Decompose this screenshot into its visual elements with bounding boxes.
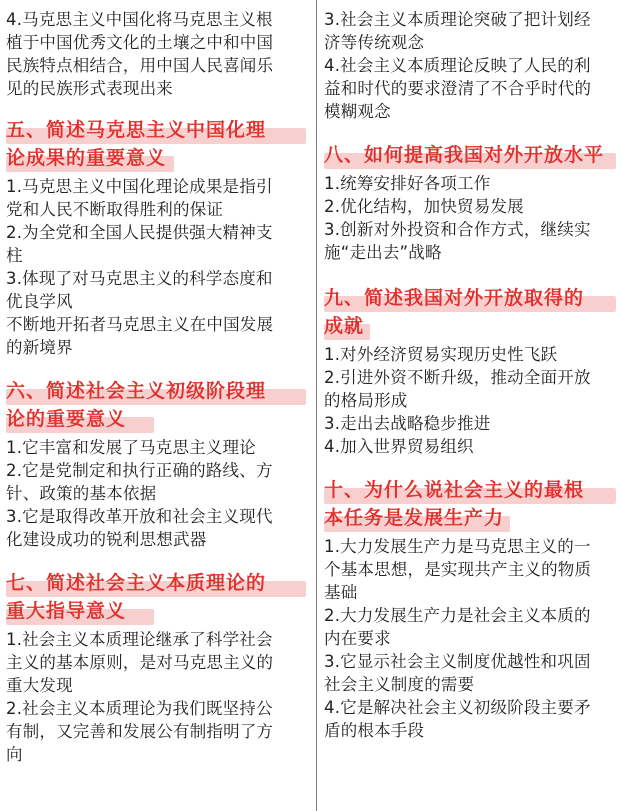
section-heading-line: 成就	[324, 315, 365, 337]
section-6-heading	[6, 377, 312, 433]
section-heading-line: 五、简述马克思主义中国化理	[6, 119, 267, 141]
text-line: 2.它是党制定和执行正确的路线、方	[6, 461, 273, 480]
text-line: 1.对外经济贸易实现历史性飞跃	[324, 345, 558, 364]
text-line: 的格局形成	[324, 391, 408, 410]
text-line: 2.引进外资不断升级，推动全面开放	[324, 368, 591, 387]
section-heading-line: 重大指导意义	[6, 600, 127, 622]
text-line: 主义的基本原则，是对马克思主义的	[6, 653, 274, 672]
text-line: 重大发现	[6, 676, 73, 695]
section-heading-line: 本任务是发展生产力	[324, 507, 505, 529]
left-intro	[6, 8, 312, 100]
section-8-heading	[324, 141, 620, 169]
left-column	[6, 0, 312, 766]
text-line: 益和时代的要求澄清了不合乎时代的	[324, 79, 592, 98]
right-column	[324, 0, 620, 742]
text-line: 个基本思想，是实现共产主义的物质	[324, 560, 592, 579]
text-line: 植于中国优秀文化的土壤之中和中国	[6, 33, 274, 52]
section-8	[324, 141, 620, 264]
section-7-heading	[6, 569, 312, 625]
text-line: 3.它是取得改革开放和社会主义现代	[6, 507, 273, 526]
text-line: 柱	[6, 246, 23, 265]
text-line: 见的民族形式表现出来	[6, 79, 173, 98]
text-line: 有制，又完善和发展公有制指明了方	[6, 722, 274, 741]
text-line: 针、政策的基本依据	[6, 484, 157, 503]
text-line: 内在要求	[324, 629, 391, 648]
text-line: 1.社会主义本质理论继承了科学社会	[6, 630, 273, 649]
text-line: 4.马克思主义中国化将马克思主义根	[6, 10, 273, 29]
text-line: 4.加入世界贸易组织	[324, 437, 474, 456]
section-5-heading	[6, 116, 312, 172]
text-line: 1.马克思主义中国化理论成果是指引	[6, 177, 273, 196]
text-line: 盾的根本手段	[324, 721, 425, 740]
column-divider	[316, 0, 317, 811]
text-line: 2.大力发展生产力是社会主义本质的	[324, 606, 591, 625]
text-line: 的新境界	[6, 338, 73, 357]
text-line: 化建设成功的锐利思想武器	[6, 530, 207, 549]
text-line: 民族特点相结合，用中国人民喜闻乐	[6, 56, 274, 75]
section-heading-line: 八、如何提高我国对外开放水平	[324, 144, 605, 166]
text-line: 2.社会主义本质理论为我们既坚持公	[6, 699, 273, 718]
text-line: 施“走出去”战略	[324, 243, 442, 262]
section-6	[6, 377, 312, 551]
text-line: 1.它丰富和发展了马克思主义理论	[6, 438, 256, 457]
section-9-heading	[324, 284, 620, 340]
section-heading-line: 六、简述社会主义初级阶段理	[6, 380, 267, 402]
text-line: 3.创新对外投资和合作方式，继续实	[324, 220, 591, 239]
text-line: 济等传统观念	[324, 33, 425, 52]
section-10	[324, 476, 620, 742]
section-heading-line: 九、简述我国对外开放取得的	[324, 287, 585, 309]
text-line: 4.社会主义本质理论反映了人民的利	[324, 56, 591, 75]
section-heading-line: 论的重要意义	[6, 408, 127, 430]
text-line: 3.它显示社会主义制度优越性和巩固	[324, 652, 591, 671]
section-5	[6, 116, 312, 359]
text-line: 3.社会主义本质理论突破了把计划经	[324, 10, 591, 29]
right-intro	[324, 8, 620, 123]
text-line: 党和人民不断取得胜利的保证	[6, 200, 224, 219]
section-heading-line: 十、为什么说社会主义的最根	[324, 479, 585, 501]
text-line: 2.为全党和全国人民提供强大精神支	[6, 223, 273, 242]
section-heading-line: 论成果的重要意义	[6, 147, 167, 169]
section-heading-line: 七、简述社会主义本质理论的	[6, 572, 267, 594]
text-line: 1.大力发展生产力是马克思主义的一	[324, 537, 591, 556]
text-line: 社会主义制度的需要	[324, 675, 475, 694]
section-10-heading	[324, 476, 620, 532]
text-line: 2.优化结构，加快贸易发展	[324, 197, 524, 216]
text-line: 不断地开拓者马克思主义在中国发展	[6, 315, 274, 334]
text-line: 优良学风	[6, 292, 73, 311]
text-line: 模糊观念	[324, 102, 391, 121]
text-line: 向	[6, 745, 23, 764]
text-line: 4.它是解决社会主义初级阶段主要矛	[324, 698, 591, 717]
text-line: 1.统筹安排好各项工作	[324, 174, 491, 193]
text-line: 基础	[324, 583, 358, 602]
text-line: 3.走出去战略稳步推进	[324, 414, 491, 433]
text-line: 3.体现了对马克思主义的科学态度和	[6, 269, 273, 288]
section-7	[6, 569, 312, 766]
section-9	[324, 284, 620, 458]
